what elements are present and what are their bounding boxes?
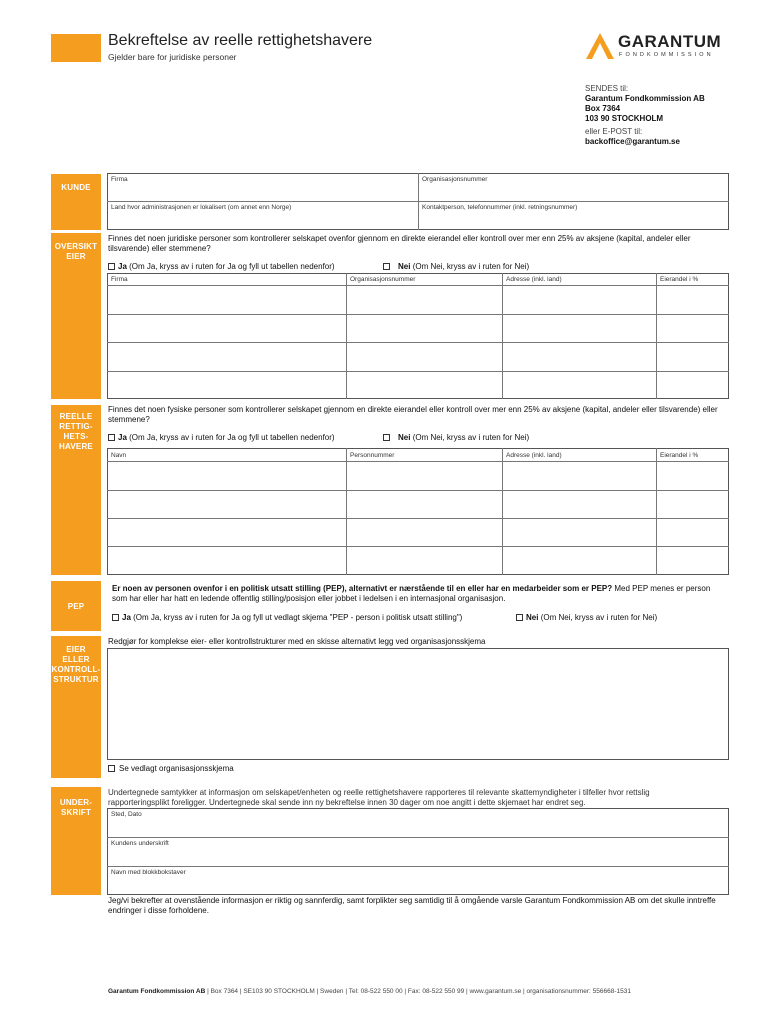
kontakt-field[interactable]: Kontaktperson, telefonnummer (inkl. retningsnummer): [422, 204, 578, 211]
table-col-divider: [346, 273, 347, 399]
send-to-block: [585, 84, 705, 147]
address-line3: 103 90 STOCKHOLM: [585, 114, 664, 123]
pep-ja-option: [122, 613, 462, 623]
oversikt-question: Finnes det noen juridiske personer som kontrollerer selskapet ovenfor gjennom en direkte eierandel eller kontroll over mer enn 25% av aksjene (kapital, andeler eller tilsvarende) eller stemmene?: [108, 234, 691, 253]
reelle-ja-label: Ja: [118, 433, 127, 442]
pep-ja-checkbox[interactable]: [112, 614, 119, 621]
reelle-question: Finnes det noen fysiske personer som kontrollerer selskapet gjennom en direkte eierandel eller kontroll over mer enn 25% av aksjene (kapital, andeler eller tilsvarende) eller stemmene?: [108, 405, 718, 424]
orgnr-field[interactable]: Organisasjonsnummer: [422, 176, 488, 183]
pep-ja-text: (Om Ja, kryss av i ruten for Ja og fyll ut vedlagt skjema "PEP - person i politisk utsatt stilling"): [133, 613, 463, 622]
table-header-divider: [107, 461, 729, 462]
reelle-col-eierandel: Eierandel i %: [660, 452, 699, 459]
consent-text: Undertegnede samtykker at informasjon om selskapet/enheten og reelle rettighetshavere rapporteres til relevante skattemyndigheter i tilfeller hvor rettslig rapporteringsplikt foreligger. Undertegnede skal sende inn ny bekreftelse innen 30 dager om noe angitt i dette skjemaet har endret seg.: [108, 788, 650, 807]
reelle-col-adresse: Adresse (inkl. land): [506, 452, 562, 459]
signature-divider: [107, 837, 729, 838]
firma-field[interactable]: Firma: [111, 176, 128, 183]
logo-name: GARANTUM: [618, 32, 722, 51]
reelle-table: [107, 448, 729, 575]
pep-question-rest: Med PEP menes er person som har eller har hatt en ledende offentlig stilling/posisjon eller jobbet i ledelsen i en internasjonal organisasjon.: [112, 584, 711, 603]
epost-label: eller E-POST til:: [585, 127, 643, 136]
pep-question: [112, 584, 712, 604]
kunde-label: KUNDE: [61, 183, 91, 192]
reelle-nei-checkbox[interactable]: [383, 434, 390, 441]
table-col-divider: [502, 273, 503, 399]
page-title: Bekreftelse av reelle rettighetshavere: [108, 32, 373, 49]
pep-label: PEP: [67, 602, 85, 611]
pep-question-bold: Er noen av personen ovenfor i en politisk utsatt stilling (PEP), alternativt er nærstående til en eller har en medarbeider som er PEP?: [112, 584, 613, 593]
page-subtitle: Gjelder bare for juridiske personer: [108, 52, 237, 62]
reelle-nei-option: [398, 433, 529, 443]
oversikt-ja-option: [118, 262, 335, 272]
oversikt-nei-label: Nei: [398, 262, 411, 271]
signature-divider: [107, 866, 729, 867]
reelle-ja-text: (Om Ja, kryss av i ruten for Ja og fyll ut tabellen nedenfor): [129, 433, 335, 442]
struktur-sketch-area[interactable]: [107, 648, 729, 760]
sted-dato-field[interactable]: Sted, Dato: [111, 811, 142, 818]
confirm-text: Jeg/vi bekrefter at ovenstående informasjon er riktig og sannferdig, samt forplikter seg samtidig til å omgående varsle Garantum Fondkommission AB om det skulle inntreffe endringer i disse forholdene.: [108, 896, 716, 915]
pep-nei-text: (Om Nei, kryss av i ruten for Nei): [540, 613, 658, 622]
oversikt-ja-label: Ja: [118, 262, 127, 271]
header-accent-block: [51, 34, 101, 62]
reelle-col-personnummer: Personnummer: [350, 452, 395, 459]
oversikt-table: [107, 273, 729, 399]
underskrift-label: UNDER- SKRIFT: [59, 798, 93, 817]
oversikt-col-eierandel: Eierandel i %: [660, 276, 699, 283]
table-col-divider: [656, 273, 657, 399]
kundens-underskrift-field[interactable]: Kundens underskrift: [111, 840, 169, 847]
struktur-instruction: Redgjør for komplekse eier- eller kontrollstrukturer med en skisse alternativt legg ved organisasjonsskjema: [108, 637, 486, 646]
logo-sub: FONDKOMMISSION: [619, 52, 714, 58]
footer: [108, 988, 631, 995]
oversikt-ja-checkbox[interactable]: [108, 263, 115, 270]
address-line2: Box 7364: [585, 104, 621, 113]
vedlagt-label: Se vedlagt organisasjonsskjema: [119, 764, 234, 773]
reelle-nei-text: (Om Nei, kryss av i ruten for Nei): [412, 433, 530, 442]
oversikt-nei-option: [398, 262, 529, 272]
garantum-logo: [586, 33, 736, 63]
table-row-divider: [107, 371, 729, 372]
land-field[interactable]: Land hvor administrasjonen er lokalisert (om annet enn Norge): [111, 204, 292, 211]
navn-blokkbokstaver-field[interactable]: Navn med blokkbokstaver: [111, 869, 186, 876]
pep-nei-option: [526, 613, 657, 623]
oversikt-col-adresse: Adresse (inkl. land): [506, 276, 562, 283]
pep-nei-label: Nei: [526, 613, 539, 622]
table-col-divider: [502, 448, 503, 575]
oversikt-nei-text: (Om Nei, kryss av i ruten for Nei): [412, 262, 530, 271]
table-row-divider: [107, 546, 729, 547]
oversikt-col-orgnr: Organisasjonsnummer: [350, 276, 416, 283]
oversikt-label: OVERSIKT EIER: [54, 242, 98, 261]
reelle-col-navn: Navn: [111, 452, 127, 459]
oversikt-nei-checkbox[interactable]: [383, 263, 390, 270]
table-col-divider: [656, 448, 657, 575]
table-col-divider: [346, 448, 347, 575]
table-row-divider: [107, 490, 729, 491]
footer-company: Garantum Fondkommission AB: [108, 988, 206, 995]
email-address[interactable]: backoffice@garantum.se: [585, 137, 680, 146]
table-row-divider: [107, 342, 729, 343]
oversikt-col-firma: Firma: [111, 276, 128, 283]
pep-ja-label: Ja: [122, 613, 131, 622]
table-row-divider: [107, 314, 729, 315]
reelle-label: REELLE RETTIG- HETS- HAVERE: [59, 412, 93, 451]
pep-nei-checkbox[interactable]: [516, 614, 523, 621]
vedlagt-checkbox[interactable]: [108, 765, 115, 772]
reelle-nei-label: Nei: [398, 433, 411, 442]
table-header-divider: [107, 285, 729, 286]
kunde-col-divider: [418, 173, 419, 230]
table-row-divider: [107, 518, 729, 519]
reelle-ja-option: [118, 433, 335, 443]
sendes-label: SENDES til:: [585, 84, 629, 93]
struktur-label: EIER ELLER KONTROLL- STRUKTUR: [51, 645, 101, 684]
footer-details: | Box 7364 | SE103 90 STOCKHOLM | Sweden | Tel: 08-522 550 00 | Fax: 08-522 550 99 | www.garantum.se | organisationsnummer: 556668-1531: [205, 988, 631, 995]
logo-mark-icon: [586, 33, 614, 59]
reelle-ja-checkbox[interactable]: [108, 434, 115, 441]
oversikt-ja-text: (Om Ja, kryss av i ruten for Ja og fyll ut tabellen nedenfor): [129, 262, 335, 271]
address-line1: Garantum Fondkommission AB: [585, 94, 705, 103]
